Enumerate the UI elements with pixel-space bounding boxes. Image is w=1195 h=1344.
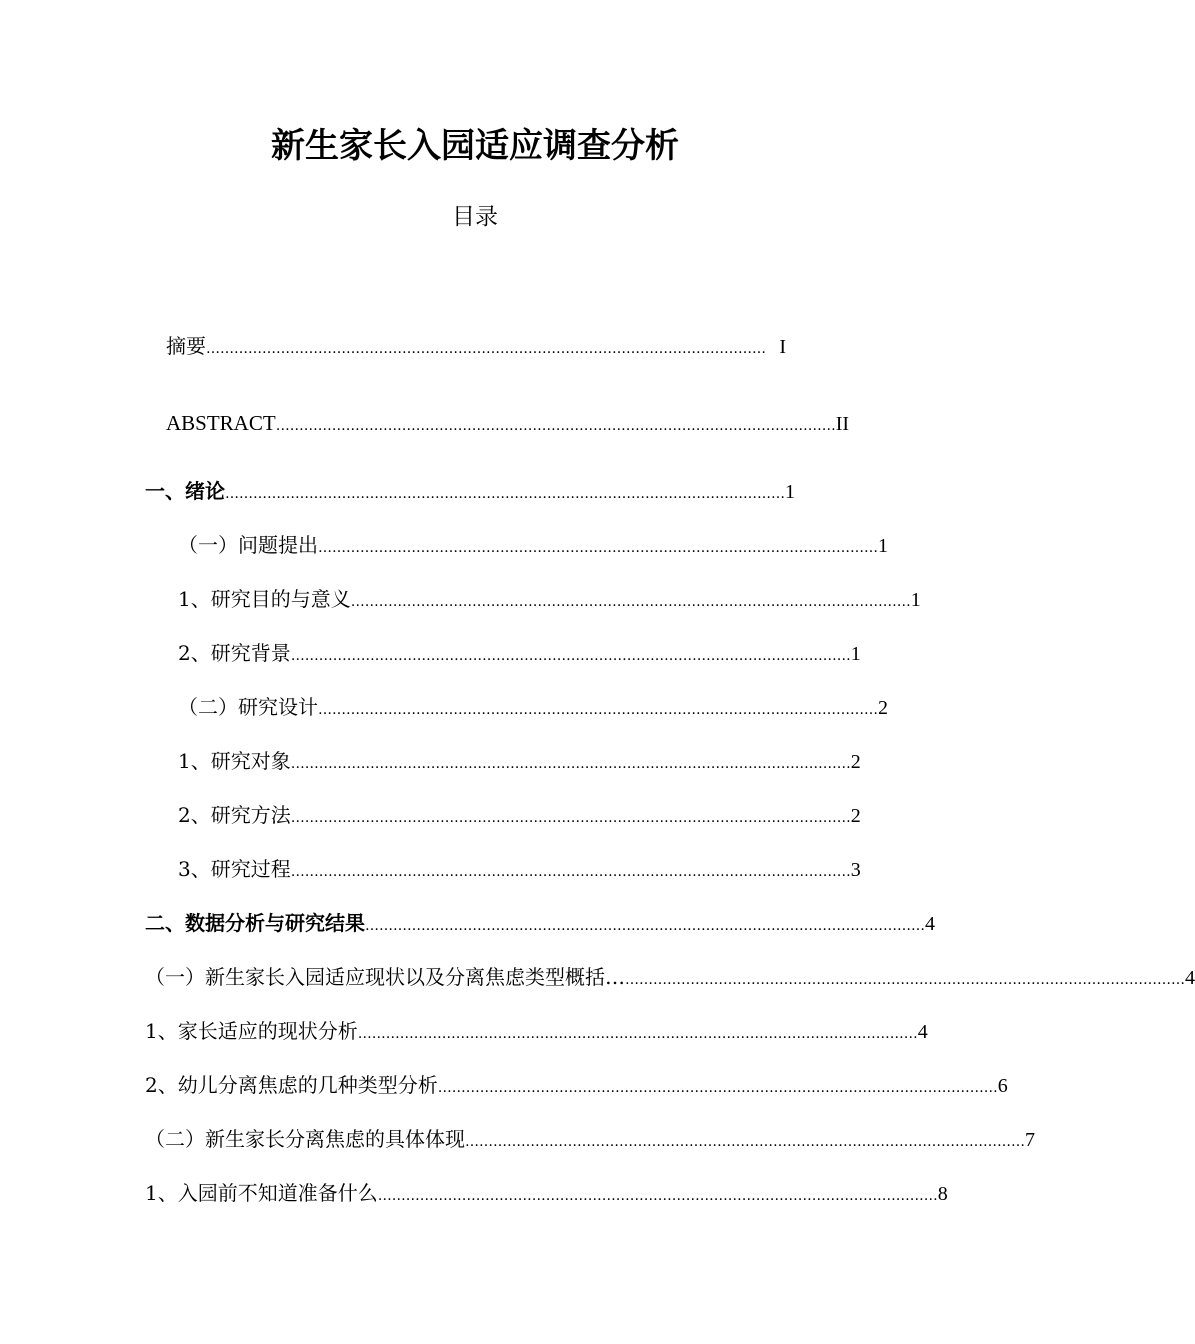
toc-entry-label: 1、家长适应的现状分析 bbox=[145, 1019, 358, 1043]
toc-entry-page: 4 bbox=[925, 913, 935, 935]
toc-entry-label: 3、研究过程 bbox=[178, 857, 291, 881]
toc-leader-dots: ………………………………………………………………………………………………………… bbox=[437, 1080, 998, 1096]
toc-entry-page: 4 bbox=[917, 1021, 928, 1043]
toc-leader-dots: ………………………………………………………………………………………………………… bbox=[290, 648, 851, 664]
toc-entry-label: 摘要 bbox=[166, 334, 206, 358]
toc-entry-item-1-1-2[interactable] bbox=[178, 638, 861, 668]
toc-leader-dots: ………………………………………………………………………………………………………… bbox=[290, 864, 851, 880]
toc-entry-section-1-2[interactable] bbox=[178, 692, 888, 722]
toc-leader-dots: ………………………………………………………………………………………………………… bbox=[290, 756, 851, 772]
toc-heading: 目录 bbox=[452, 204, 498, 230]
toc-entry-section-2-2[interactable] bbox=[145, 1124, 1035, 1154]
toc-leader-dots: ………………………………………………………………………………………………………… bbox=[377, 1188, 938, 1204]
toc-entry-page: 2 bbox=[850, 805, 861, 827]
toc-entry-label: 二、数据分析与研究结果 bbox=[145, 911, 365, 935]
toc-leader-dots: ………………………………………………………………………………………………………… bbox=[275, 418, 836, 434]
toc-entry-item-1-2-3[interactable] bbox=[178, 854, 861, 884]
toc-entry-item-1-2-2[interactable] bbox=[178, 800, 861, 830]
toc-entry-page: 1 bbox=[910, 589, 921, 611]
toc-entry-label: 2、研究背景 bbox=[178, 641, 291, 665]
toc-entry-section-1-1[interactable] bbox=[178, 530, 888, 560]
toc-entry-page: I bbox=[779, 336, 786, 358]
document-title: 新生家长入园适应调查分析 bbox=[271, 126, 679, 166]
toc-entry-page: 6 bbox=[997, 1075, 1008, 1097]
toc-entry-page: 4 bbox=[1185, 967, 1195, 989]
toc-leader-dots: ………………………………………………………………………………………………………… bbox=[365, 918, 925, 934]
toc-entry-item-1-2-1[interactable] bbox=[178, 746, 861, 776]
toc-entry-item-2-2-1[interactable] bbox=[145, 1178, 948, 1208]
toc-entry-page: 3 bbox=[850, 859, 861, 881]
toc-leader-dots: ………………………………………………………………………………………………………… bbox=[318, 540, 878, 556]
toc-entry-label: （二）研究设计 bbox=[178, 695, 318, 719]
toc-entry-abstract-en[interactable] bbox=[166, 408, 850, 438]
toc-leader-dots: ………………………………………………………………………………………………………… bbox=[465, 1134, 1025, 1150]
toc-entry-chapter-1[interactable] bbox=[145, 476, 795, 506]
toc-entry-item-2-1-1[interactable] bbox=[145, 1016, 928, 1046]
toc-leader-dots: ………………………………………………………………………………………………………… bbox=[290, 810, 851, 826]
toc-entry-item-2-1-2[interactable] bbox=[145, 1070, 1008, 1100]
toc-leader-dots: ………………………………………………………………………………………………………… bbox=[625, 972, 1185, 988]
toc-leader-dots: ………………………………………………………………………………………………………… bbox=[350, 594, 911, 610]
toc-entry-page: 7 bbox=[1025, 1129, 1035, 1151]
toc-entry-label: 一、绪论 bbox=[145, 479, 225, 503]
toc-entry-label: （一）新生家长入园适应现状以及分离焦虑类型概括… bbox=[145, 965, 625, 989]
toc-leader-dots: ………………………………………………………………………………………………………… bbox=[206, 341, 766, 357]
toc-leader-dots: ………………………………………………………………………………………………………… bbox=[225, 486, 785, 502]
toc-entry-label: 1、研究对象 bbox=[178, 749, 291, 773]
toc-entry-label: 2、幼儿分离焦虑的几种类型分析 bbox=[145, 1073, 438, 1097]
toc-entry-page: 8 bbox=[937, 1183, 948, 1205]
toc-entry-item-1-1-1[interactable] bbox=[178, 584, 921, 614]
toc-entry-label: 1、入园前不知道准备什么 bbox=[145, 1181, 378, 1205]
toc-entry-label: （一）问题提出 bbox=[178, 533, 318, 557]
toc-entry-label: 2、研究方法 bbox=[178, 803, 291, 827]
toc-entry-page: II bbox=[835, 413, 850, 435]
toc-leader-dots: ………………………………………………………………………………………………………… bbox=[357, 1026, 918, 1042]
toc-entry-page: 1 bbox=[878, 535, 888, 557]
toc-entry-label: （二）新生家长分离焦虑的具体体现 bbox=[145, 1127, 465, 1151]
toc-entry-page: 2 bbox=[850, 751, 861, 773]
toc-leader-dots: ………………………………………………………………………………………………………… bbox=[318, 702, 878, 718]
toc-entry-chapter-2[interactable] bbox=[145, 908, 935, 938]
toc-entry-section-2-1[interactable] bbox=[145, 962, 1195, 992]
toc-entry-label: ABSTRACT bbox=[166, 411, 276, 435]
toc-entry-page: 1 bbox=[785, 481, 795, 503]
toc-entry-page: 1 bbox=[850, 643, 861, 665]
toc-entry-abstract-cn[interactable] bbox=[166, 331, 786, 361]
toc-entry-page: 2 bbox=[878, 697, 888, 719]
toc-entry-label: 1、研究目的与意义 bbox=[178, 587, 351, 611]
